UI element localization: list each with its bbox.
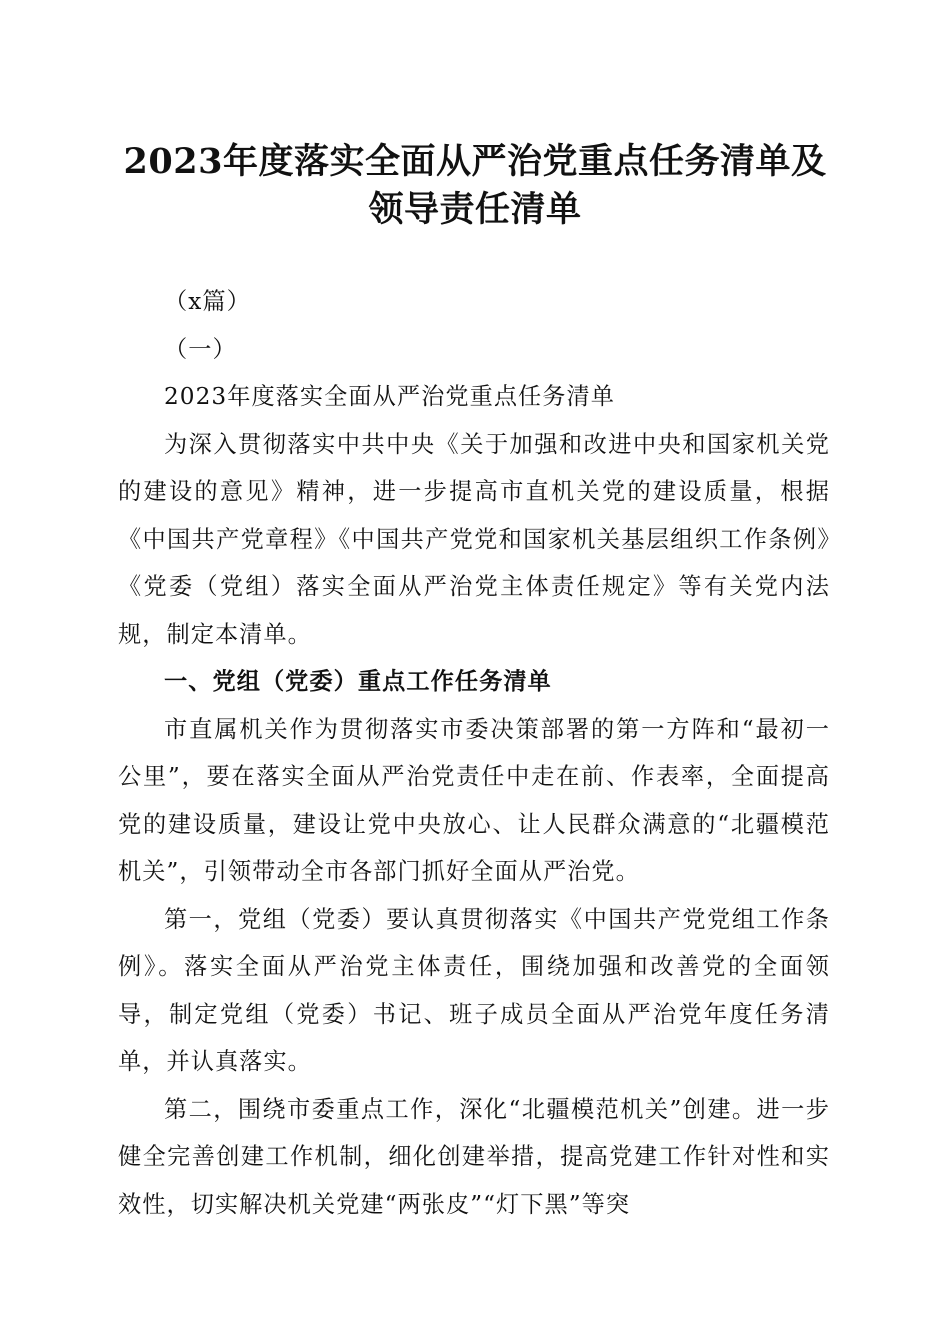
body-paragraph: 第二，围绕市委重点工作，深化“北疆模范机关”创建。进一步健全完善创建工作机制，细化创建举措，提高党建工作针对性和实效性，切实解决机关党建“两张皮”“灯下黑”等突	[118, 1095, 830, 1218]
body-paragraph: 市直属机关作为贯彻落实市委决策部署的第一方阵和“最初一公里”，要在落实全面从严治党责任中走在前、作表率，全面提高党的建设质量，建设让党中央放心、让人民群众满意的“北疆模范机关”，引领带动全市各部门抓好全面从严治党。	[118, 715, 830, 885]
title-line-2: 领导责任清单	[368, 189, 582, 230]
body-paragraph: 第一，党组（党委）要认真贯彻落实《中国共产党党组工作条例》。落实全面从严治党主体责任，围绕加强和改善党的全面领导，制定党组（党委）书记、班子成员全面从严治党年度任务清单，并认真落实。	[118, 905, 830, 1075]
intro-paragraph: 为深入贯彻落实中共中央《关于加强和改进中央和国家机关党的建设的意见》精神，进一步提高市直机关党的建设质量，根据《中国共产党章程》《中国共产党党和国家机关基层组织工作条例》《党委（党组）落实全面从严治党主体责任规定》等有关党内法规，制定本清单。	[118, 430, 830, 648]
subtitle: 2023年度落实全面从严治党重点任务清单	[164, 383, 616, 410]
document-title	[110, 138, 840, 234]
section-count-label: （x篇）	[164, 288, 251, 315]
section-number: （一）	[164, 335, 237, 363]
title-line-1: 2023年度落实全面从严治党重点任务清单及	[123, 141, 827, 182]
section-heading: 一、党组（党委）重点工作任务清单	[164, 668, 552, 695]
document-body	[118, 278, 830, 1228]
